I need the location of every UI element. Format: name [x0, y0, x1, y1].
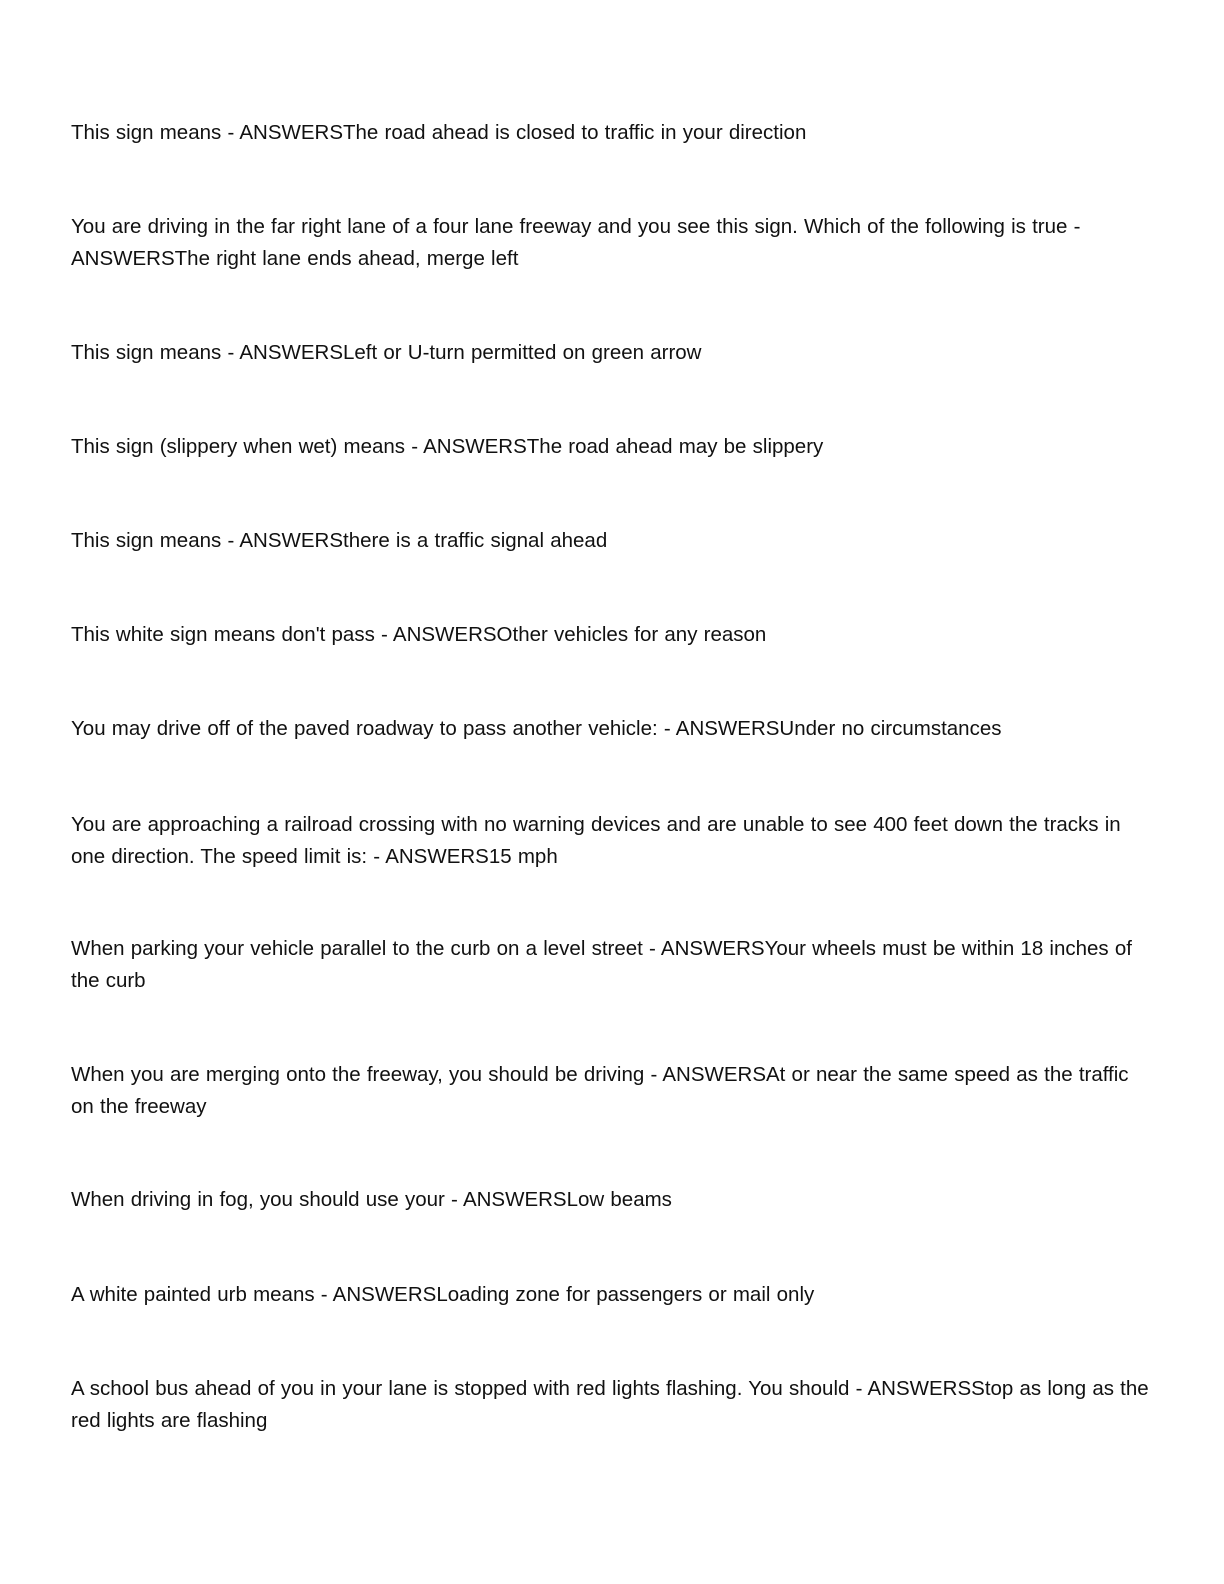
qa-item: A school bus ahead of you in your lane is stopped with red lights flashing. You should - ANSWERSStop as long as the red lights are flashing	[71, 1377, 1149, 1432]
qa-item: You are driving in the far right lane of a four lane freeway and you see this sign. Which of the following is true - ANSWERSThe right lane ends ahead, merge left	[71, 215, 1081, 270]
qa-item: This sign means - ANSWERSThe road ahead is closed to traffic in your direction	[71, 121, 807, 144]
qa-item: When you are merging onto the freeway, you should be driving - ANSWERSAt or near the same speed as the traffic on the freeway	[71, 1063, 1129, 1118]
qa-item: You are approaching a railroad crossing with no warning devices and are unable to see 400 feet down the tracks in one direction. The speed limit is: - ANSWERS15 mph	[71, 813, 1121, 868]
qa-item: This sign means - ANSWERSthere is a traffic signal ahead	[71, 529, 608, 552]
qa-item: You may drive off of the paved roadway to pass another vehicle: - ANSWERSUnder no circumstances	[71, 717, 1002, 740]
qa-item: When parking your vehicle parallel to the curb on a level street - ANSWERSYour wheels must be within 18 inches of the curb	[71, 937, 1132, 992]
qa-item: When driving in fog, you should use your - ANSWERSLow beams	[71, 1188, 672, 1211]
qa-item: This sign means - ANSWERSLeft or U-turn permitted on green arrow	[71, 341, 702, 364]
qa-item: A white painted urb means - ANSWERSLoading zone for passengers or mail only	[71, 1283, 815, 1306]
qa-item: This white sign means don't pass - ANSWERSOther vehicles for any reason	[71, 623, 767, 646]
qa-item: This sign (slippery when wet) means - ANSWERSThe road ahead may be slippery	[71, 435, 824, 458]
